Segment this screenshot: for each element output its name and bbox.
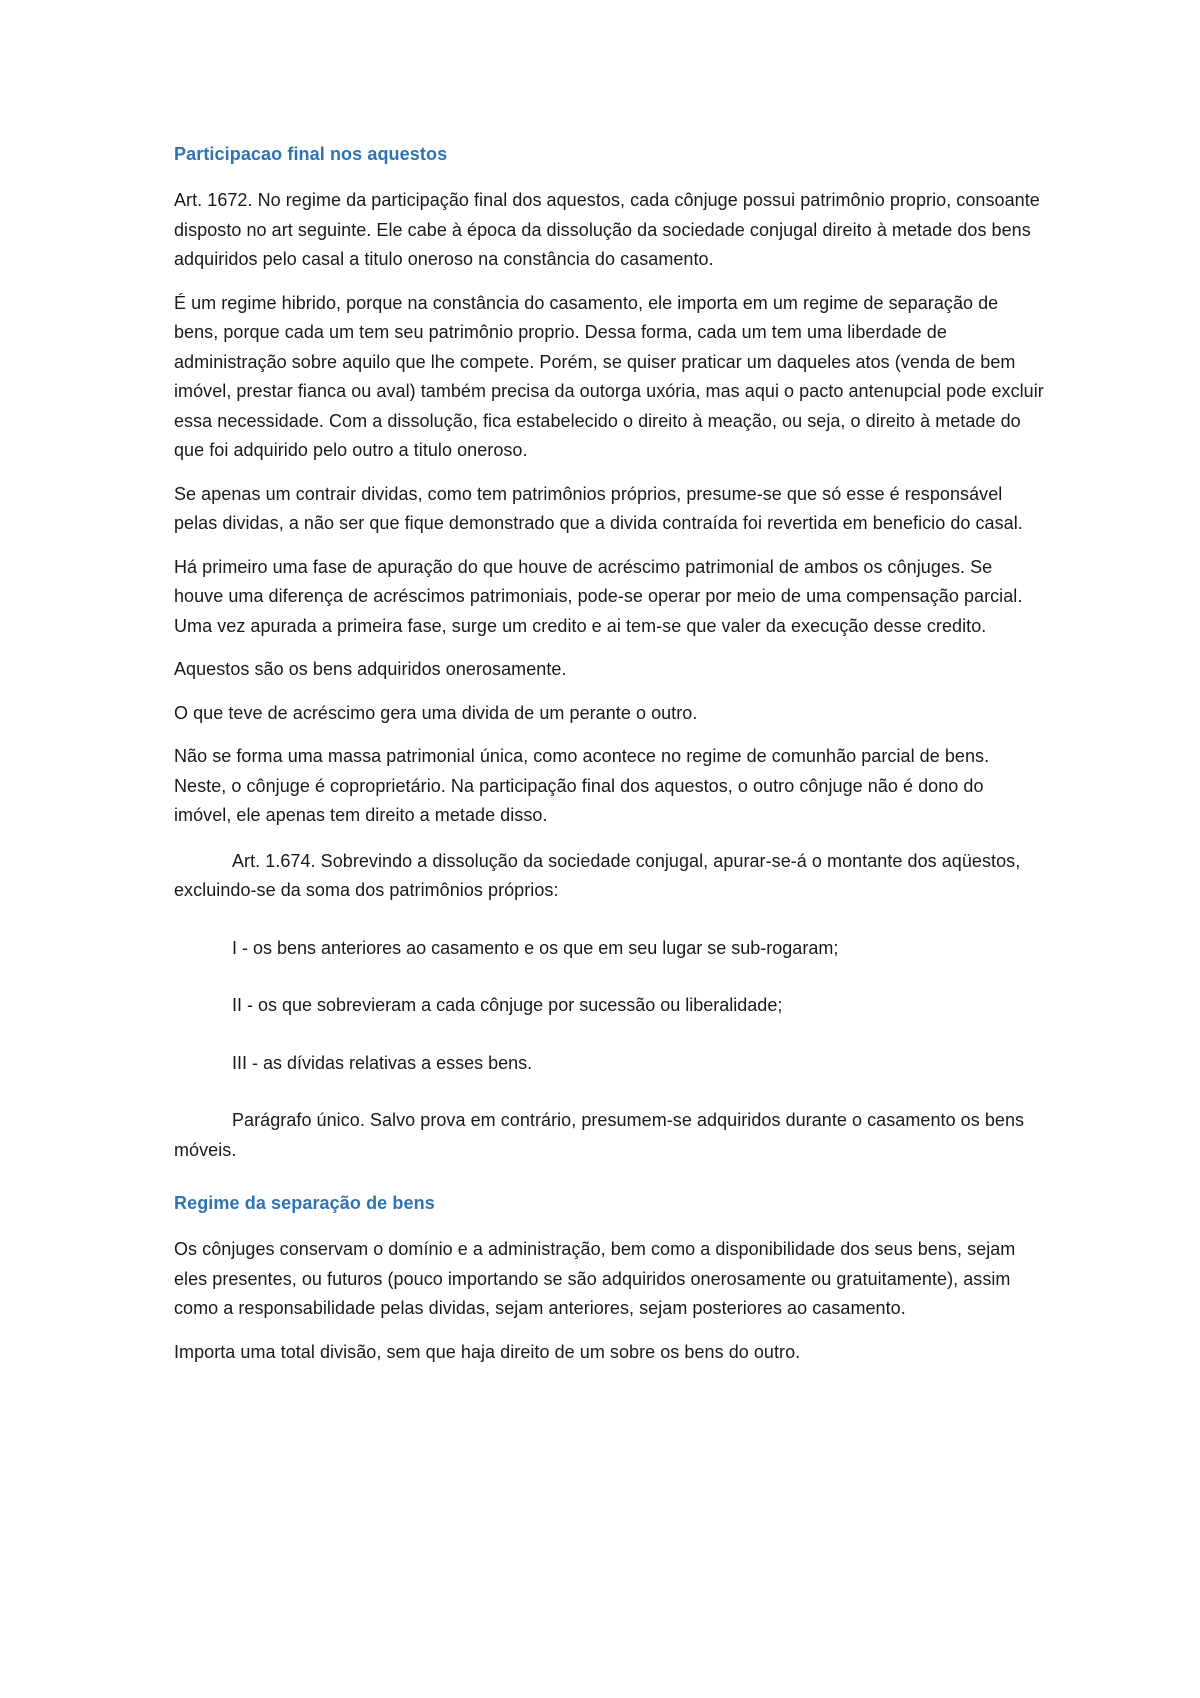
paragraph-aquestos-definicao: Aquestos são os bens adquiridos onerosamente.: [174, 659, 567, 679]
document-page: [174, 144, 1044, 1381]
paragraph-conjuges-conservam: Os cônjuges conservam o domínio e a administração, bem como a disponibilidade dos seus bens, sejam eles presentes, ou futuros (pouco importando se são adquiridos onerosamente ou gratuitamente), assim como a responsabilidade pelas dividas, sejam anteriores, sejam posteriores ao casamento.: [174, 1239, 1016, 1318]
section-heading-participacao: Participacao final nos aquestos: [174, 144, 448, 164]
paragraph-dividas: Se apenas um contrair dividas, como tem patrimônios próprios, presume-se que só esse é responsável pelas dividas, a não ser que fique demonstrado que a divida contraída foi revertida em beneficio do casal.: [174, 483, 1023, 533]
section-heading-separacao: Regime da separação de bens: [174, 1193, 435, 1213]
paragraph-art-1672: Art. 1672. No regime da participação final dos aquestos, cada cônjuge possui patrimônio proprio, consoante disposto no art seguinte. Ele cabe à época da dissolução da sociedade conjugal direito à metade dos bens adquiridos pelo casal a titulo oneroso na constância do casamento.: [174, 190, 1040, 269]
article-item-i: I - os bens anteriores ao casamento e os que em seu lugar se sub-rogaram;: [232, 937, 839, 958]
paragraph-regime-hibrido: É um regime hibrido, porque na constância do casamento, ele importa em um regime de separação de bens, porque cada um tem seu patrimônio proprio. Dessa forma, cada um tem uma liberdade de administração sobre aquilo que lhe compete. Porém, se quiser praticar um daqueles atos (venda de bem imóvel, prestar fianca ou aval) também precisa da outorga uxória, mas aqui o pacto antenupcial pode excluir essa necessidade. Com a dissolução, fica estabelecido o direito à meação, ou seja, o direito à metade do que foi adquirido pelo outro a titulo oneroso.: [174, 292, 1044, 460]
article-1674-intro: Art. 1.674. Sobrevindo a dissolução da sociedade conjugal, apurar-se-á o montante dos aqüestos, excluindo-se da soma dos patrimônios próprios:: [174, 850, 1021, 900]
article-item-ii: II - os que sobrevieram a cada cônjuge por sucessão ou liberalidade;: [232, 995, 783, 1015]
paragraph-massa-patrimonial: Não se forma uma massa patrimonial única, como acontece no regime de comunhão parcial de bens. Neste, o cônjuge é coproprietário. Na participação final dos aquestos, o outro cônjuge não é dono do imóvel, ele apenas tem direito a metade disso.: [174, 746, 990, 825]
paragraph-total-divisao: Importa uma total divisão, sem que haja direito de um sobre os bens do outro.: [174, 1341, 801, 1362]
paragraph-acrescimo: O que teve de acréscimo gera uma divida de um perante o outro.: [174, 702, 698, 723]
paragraph-apuracao: Há primeiro uma fase de apuração do que houve de acréscimo patrimonial de ambos os cônjuges. Se houve uma diferença de acréscimos patrimoniais, pode-se operar por meio de uma compensação parcial. Uma vez apurada a primeira fase, surge um credito e ai tem-se que valer da execução desse credito.: [174, 556, 1023, 636]
article-1674-block: [174, 847, 1044, 1166]
article-item-iii: III - as dívidas relativas a esses bens.: [232, 1052, 533, 1073]
article-sole-paragraph: Parágrafo único. Salvo prova em contrário, presumem-se adquiridos durante o casamento os bens móveis.: [174, 1110, 1025, 1160]
